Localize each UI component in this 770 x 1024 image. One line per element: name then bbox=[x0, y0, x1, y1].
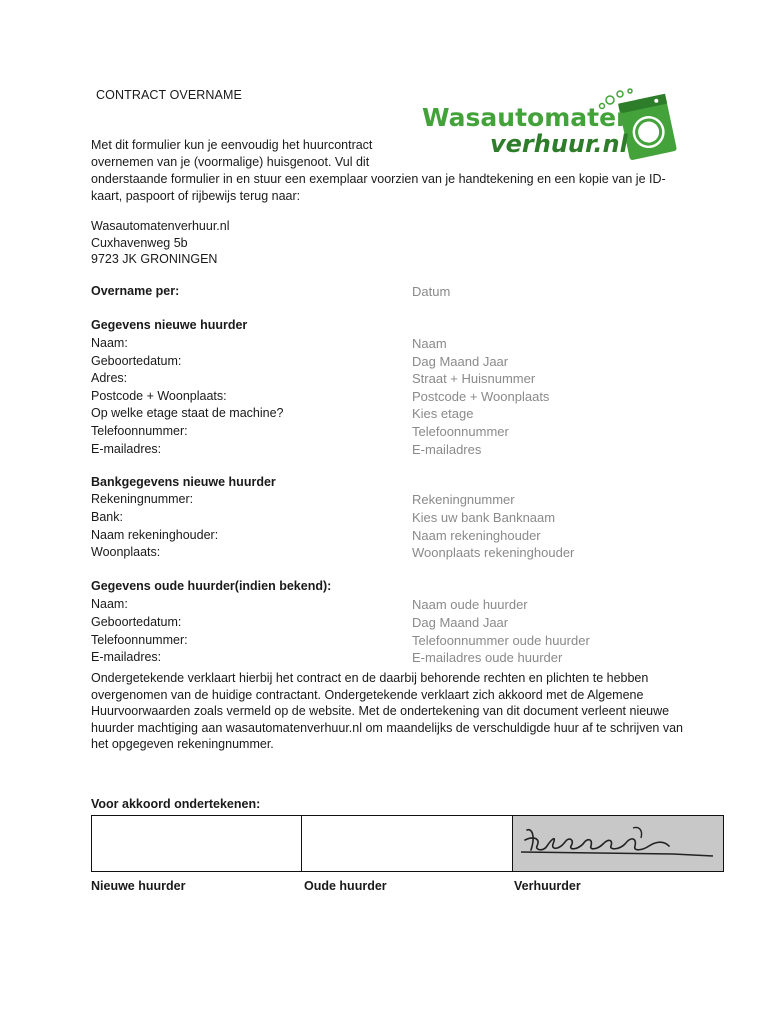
intro-line1: Met dit formulier kun je eenvoudig het huurcontract bbox=[91, 138, 373, 152]
bank-row bbox=[91, 545, 651, 562]
new-tenant-label: Postcode + Woonplaats: bbox=[91, 388, 227, 403]
new-tenant-signature-label: Nieuwe huurder bbox=[91, 879, 186, 893]
signature-icon bbox=[513, 816, 722, 870]
bank-field[interactable]: Kies uw bank Banknaam bbox=[412, 509, 556, 525]
new-tenant-row bbox=[91, 442, 651, 459]
new-tenant-label: Adres: bbox=[91, 371, 128, 386]
overname-date-field[interactable]: Datum bbox=[412, 284, 451, 299]
new-tenant-field[interactable]: Naam bbox=[412, 336, 447, 351]
address-street: Cuxhavenweg 5b bbox=[91, 235, 188, 250]
new-tenant-row bbox=[91, 424, 651, 441]
address-city: 9723 JK GRONINGEN bbox=[91, 252, 218, 266]
new-tenant-label: Telefoonnummer: bbox=[91, 424, 188, 438]
new-tenant-field[interactable]: Kies etage bbox=[412, 406, 474, 422]
old-tenant-label: Telefoonnummer: bbox=[91, 632, 188, 647]
address-name: Wasautomatenverhuur.nl bbox=[91, 219, 230, 233]
new-tenant-field[interactable]: Straat + Huisnummer bbox=[412, 371, 536, 387]
old-tenant-row bbox=[91, 597, 651, 614]
return-address bbox=[91, 218, 230, 268]
old-tenant-signature-box[interactable] bbox=[301, 815, 513, 872]
old-tenant-label: E-mailadres: bbox=[91, 650, 162, 665]
bank-row bbox=[91, 528, 651, 545]
old-tenant-signature-label: Oude huurder bbox=[304, 879, 387, 893]
bank-field[interactable]: Naam rekeninghouder bbox=[412, 527, 541, 543]
old-tenant-heading: Gegevens oude huurder(indien bekend): bbox=[91, 579, 332, 593]
new-tenant-label: Geboortedatum: bbox=[91, 353, 182, 368]
landlord-signature-box bbox=[512, 815, 724, 872]
bank-label: Rekeningnummer: bbox=[91, 492, 194, 506]
new-tenant-row bbox=[91, 354, 651, 371]
declaration-text: Ondergetekende verklaart hierbij het contract en de daarbij behorende rechten en plichten te hebben overgenomen van de huidige contractant. Ondergetekende verklaart zich akkoord met de Algemene Huurvoorwaarden zoals vermeld op de website. Met de ondertekening van dit document verleent nieuwe huurder machtiging aan wasautomatenverhuur.nl om maandelijks de verschuldigde huur af te schrijven van het opgegeven rekeningnummer. bbox=[91, 671, 684, 751]
old-tenant-field[interactable]: Dag Maand Jaar bbox=[412, 614, 509, 630]
signature-title: Voor akkoord ondertekenen: bbox=[91, 797, 261, 811]
bank-heading: Bankgegevens nieuwe huurder bbox=[91, 475, 276, 489]
new-tenant-signature-box[interactable] bbox=[91, 815, 302, 872]
logo-line1: Wasautomaten bbox=[422, 103, 634, 132]
old-tenant-label: Geboortedatum: bbox=[91, 614, 182, 629]
new-tenant-row bbox=[91, 371, 651, 388]
logo-line2: verhuur.nl bbox=[490, 130, 628, 158]
new-tenant-label: E-mailadres: bbox=[91, 441, 162, 456]
new-tenant-field[interactable]: E-mailadres bbox=[412, 441, 482, 457]
new-tenant-heading: Gegevens nieuwe huurder bbox=[91, 318, 248, 332]
bank-row bbox=[91, 510, 651, 527]
intro-line2: overnemen van je (voormalige) huisgenoot. Vul dit bbox=[91, 155, 370, 169]
intro-rest: onderstaande formulier in en stuur een exemplaar voorzien van je handtekening en een kopie van je ID-kaart, paspoort of rijbewijs terug naar: bbox=[91, 172, 666, 203]
bank-row bbox=[91, 492, 651, 509]
old-tenant-label: Naam: bbox=[91, 597, 128, 611]
new-tenant-row bbox=[91, 336, 651, 353]
new-tenant-field[interactable]: Dag Maand Jaar bbox=[412, 353, 509, 369]
document-title: CONTRACT OVERNAME bbox=[96, 88, 242, 102]
bank-field[interactable]: Woonplaats rekeninghouder bbox=[412, 545, 575, 561]
old-tenant-row bbox=[91, 633, 651, 650]
intro-text bbox=[91, 137, 691, 205]
bank-label: Bank: bbox=[91, 509, 123, 524]
old-tenant-field[interactable]: Naam oude huurder bbox=[412, 597, 528, 612]
old-tenant-row bbox=[91, 650, 651, 667]
bank-label: Woonplaats: bbox=[91, 545, 161, 560]
landlord-signature-label: Verhuurder bbox=[514, 879, 581, 893]
new-tenant-row bbox=[91, 406, 651, 423]
new-tenant-label: Naam: bbox=[91, 336, 128, 350]
old-tenant-field[interactable]: Telefoonnummer oude huurder bbox=[412, 632, 590, 648]
new-tenant-field[interactable]: Postcode + Woonplaats bbox=[412, 388, 550, 404]
bank-label: Naam rekeninghouder: bbox=[91, 527, 219, 542]
new-tenant-row bbox=[91, 389, 651, 406]
bank-field[interactable]: Rekeningnummer bbox=[412, 492, 515, 507]
new-tenant-field[interactable]: Telefoonnummer bbox=[412, 424, 509, 439]
old-tenant-field[interactable]: E-mailadres oude huurder bbox=[412, 650, 563, 666]
overname-label: Overname per: bbox=[91, 284, 180, 298]
old-tenant-row bbox=[91, 615, 651, 632]
overname-row bbox=[91, 284, 651, 301]
new-tenant-label: Op welke etage staat de machine? bbox=[91, 406, 284, 421]
